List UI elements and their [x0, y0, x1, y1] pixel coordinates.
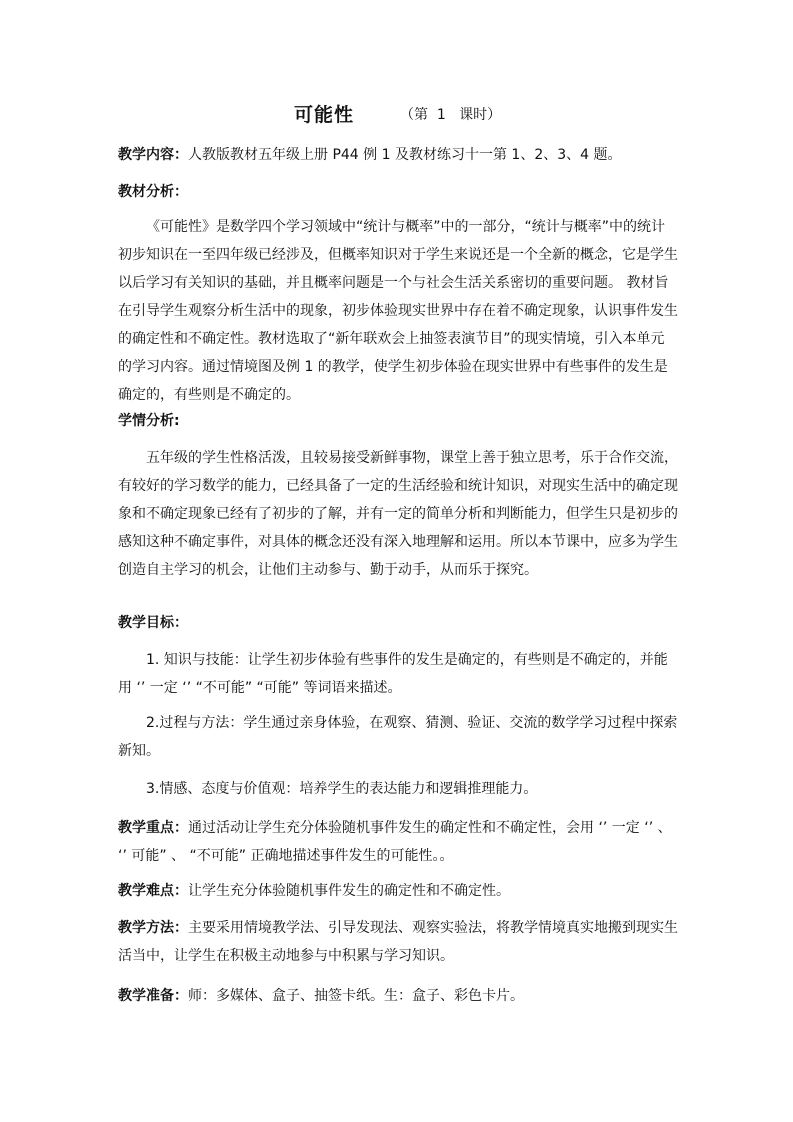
objectives-heading: [118, 609, 678, 637]
textbook-analysis-text: 《可能性》是数学四个学习领域中“统计与概率”中的一部分，“统计与概率”中的统计初步知识在一至四年级已经涉及，但概率知识对于学生来说还是一个全新的概念，它是学生以后学习有关知识的基础，并且概率问题是一个与社会生活关系密切的重要问题。 教材旨在引导学生观察分析生活中的现象，初步体验现实世界中存在着不确定现象，认识事件发生的确定性和不确定性。教材选取了“新年联欢会上抽签表演节目”的现实情境，引入本单元的学习内容。通过情境图及例 1 的教学，使学生初步体验在现实世界中有些事件的发生是确定的，有些则是不确定的。: [118, 219, 678, 403]
page-title: 可能性: [294, 104, 355, 126]
student-analysis-text: 五年级的学生性格活泼，且较易接受新鲜事物，课堂上善于独立思考，乐于合作交流，有较好的学习数学的能力，已经具备了一定的生活经验和统计知识，对现实生活中的确定现象和不确定现象已经有了初步的了解，并有一定的简单分析和判断能力，但学生只是初步的感知这种不确定事件，对具体的概念还没有深入地理解和运用。所以本节课中，应多为学生创造自主学习的机会，让他们主动参与、勤于动手，从而乐于探究。: [118, 450, 678, 578]
objective-item: [118, 775, 678, 803]
objectives-label: 教学目标：: [118, 615, 188, 631]
preparation-label: 教学准备：: [118, 988, 188, 1004]
objective-item: [118, 709, 678, 765]
student-analysis-label: 学情分析:: [118, 413, 180, 429]
student-analysis: [118, 444, 678, 584]
preparation-text: 师：多媒体、盒子、抽签卡纸。生：盒子、彩色卡片。: [188, 988, 524, 1004]
student-analysis-heading: [118, 407, 678, 435]
methods: [118, 914, 678, 970]
lesson-number: （第 1 课时）: [400, 107, 502, 123]
difficulties: [118, 877, 678, 905]
objective-item: [118, 646, 678, 702]
textbook-analysis-heading: [118, 178, 678, 206]
teaching-content-text: 人教版教材五年级上册 P44 例 1 及教材练习十一第 1、2、3、4 题。: [188, 147, 622, 163]
difficulties-label: 教学难点：: [118, 883, 188, 899]
preparation: [118, 982, 678, 1010]
objective-knowledge: 1. 知识与技能：让学生初步体验有些事件的发生是确定的，有些则是不确定的，并能用 ‘’ 一定 ‘’ “不可能” “可能” 等词语来描述。: [118, 652, 668, 696]
methods-text: 主要采用情境教学法、引导发现法、观察实验法，将教学情境真实地搬到现实生活当中，让学生在积极主动地参与中积累与学习知识。: [118, 920, 678, 964]
difficulties-text: 让学生充分体验随机事件发生的确定性和不确定性。: [188, 883, 510, 899]
textbook-analysis: [118, 213, 678, 409]
title-row: [0, 100, 793, 130]
textbook-analysis-label: 教材分析：: [118, 184, 188, 200]
key-points: [118, 814, 678, 870]
teaching-content: [118, 141, 678, 169]
objective-process: 2.过程与方法：学生通过亲身体验，在观察、猜测、验证、交流的数学学习过程中探索新知。: [118, 715, 678, 759]
key-points-text: 通过活动让学生充分体验随机事件发生的确定性和不确定性，会用 ‘’ 一定 ‘’ 、 ‘’ 可能” 、 “不可能” 正确地描述事件发生的可能性。。: [118, 820, 672, 864]
teaching-content-label: 教学内容：: [118, 147, 188, 163]
key-points-label: 教学重点：: [118, 820, 188, 836]
objective-attitude: 3.情感、态度与价值观：培养学生的表达能力和逻辑推理能力。: [146, 781, 538, 797]
methods-label: 教学方法：: [118, 920, 188, 936]
